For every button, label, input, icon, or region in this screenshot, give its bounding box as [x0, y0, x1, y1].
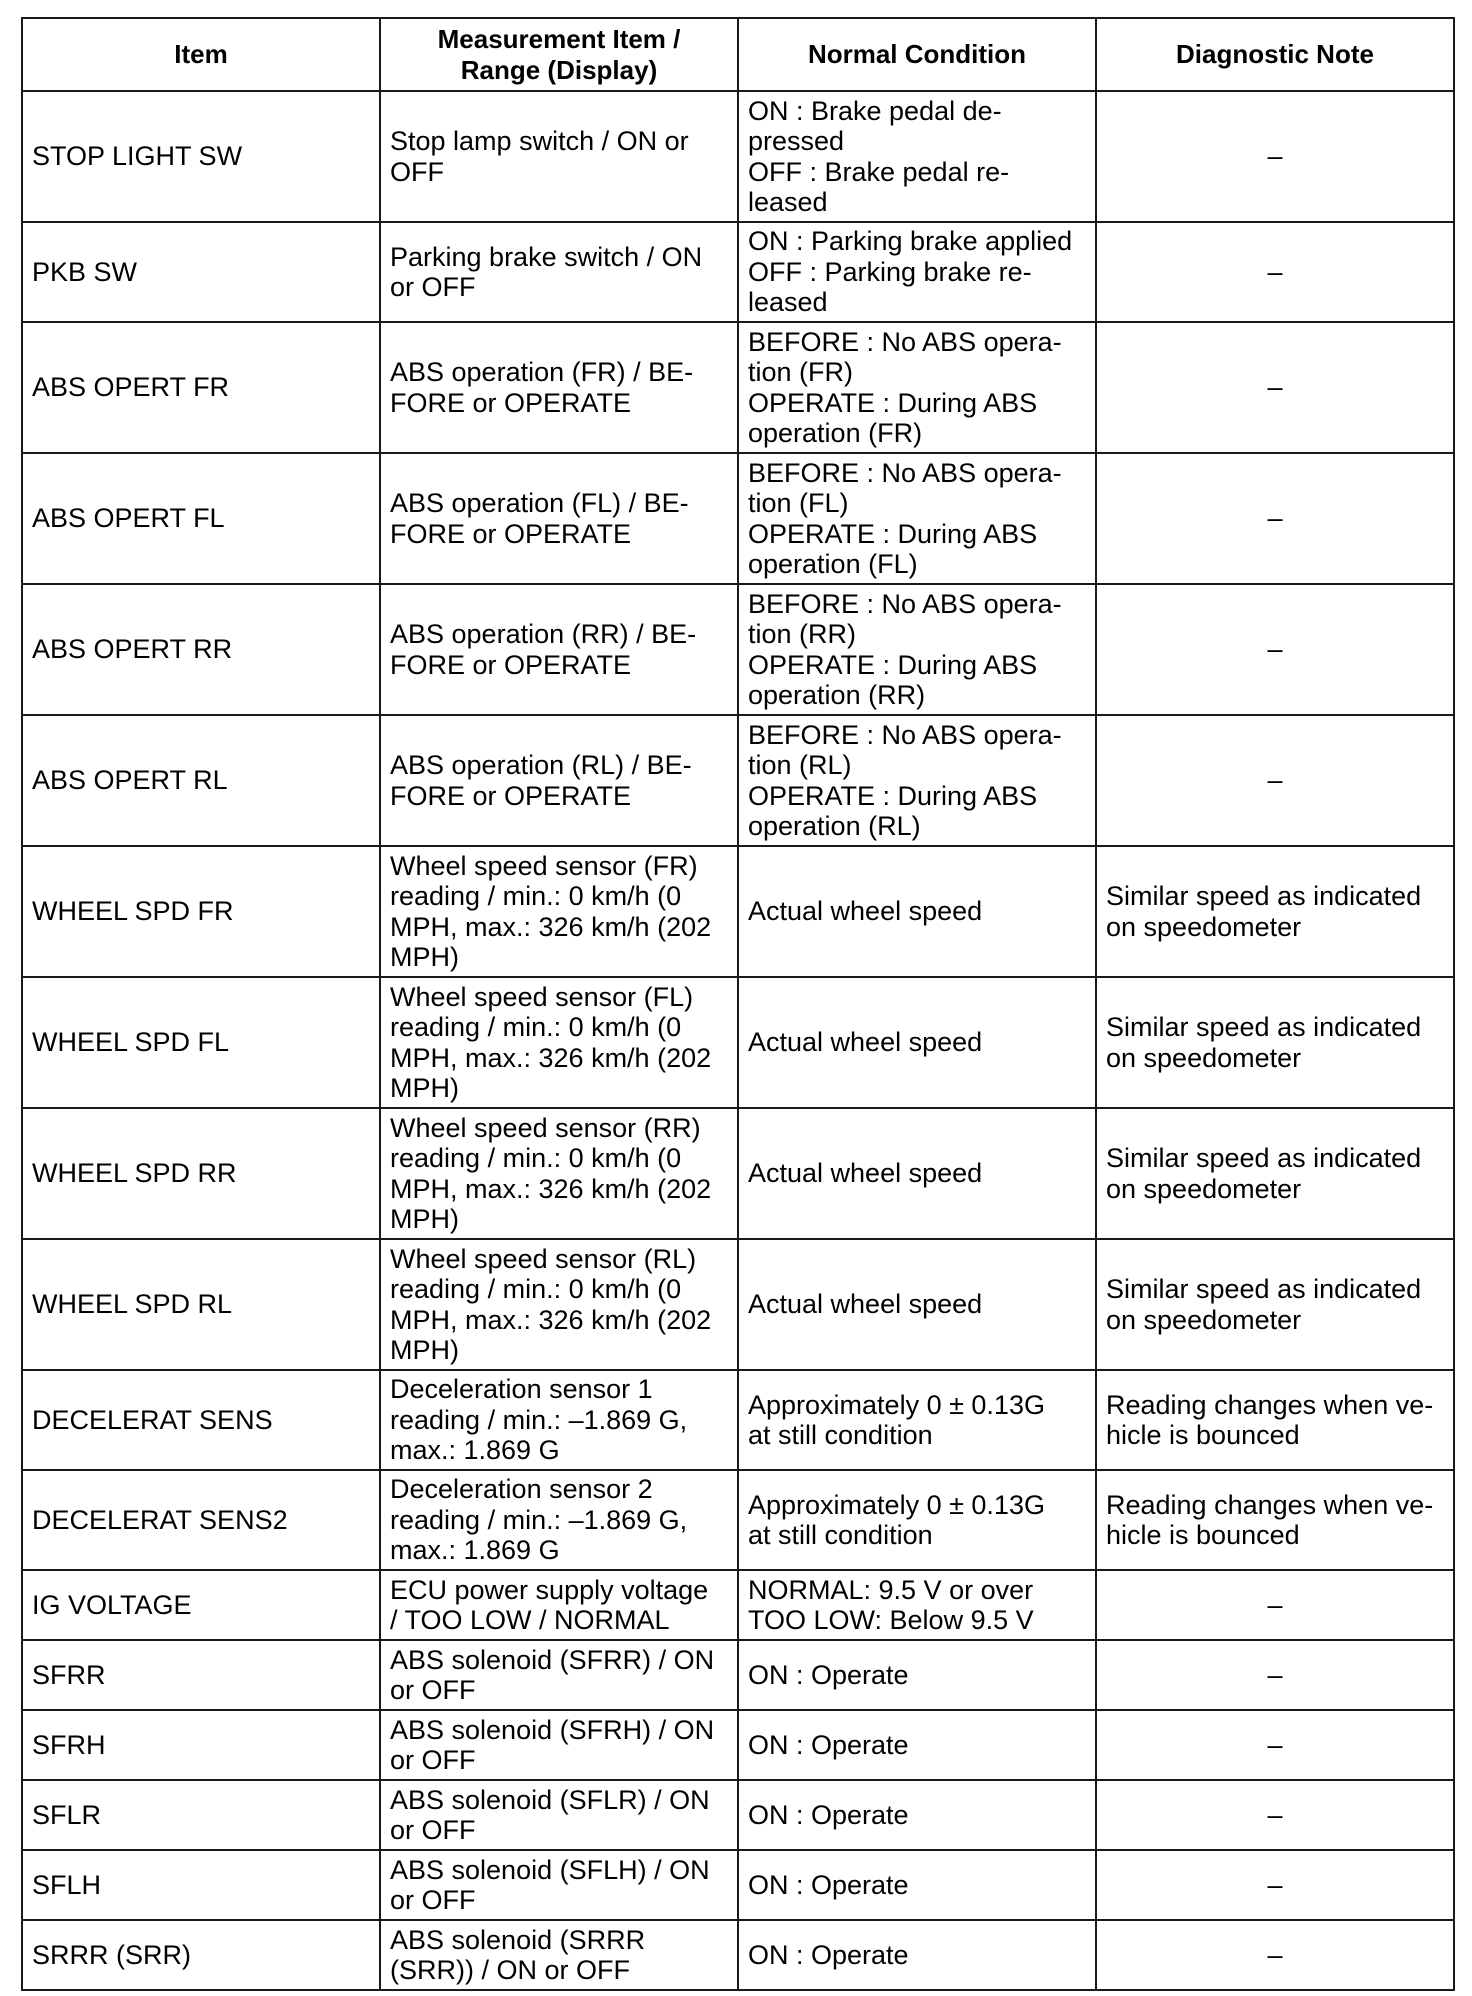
header-diagnostic-note: Diagnostic Note — [1096, 18, 1454, 91]
cell-item: DECELERAT SENS — [22, 1370, 380, 1470]
cell-item: STOP LIGHT SW — [22, 91, 380, 222]
cell-measurement: ABS solenoid (SFLR) / ON or OFF — [380, 1780, 738, 1850]
cell-normal-condition: BEFORE : No ABS opera- tion (FR) OPERATE : During ABS operation (FR) — [738, 322, 1096, 453]
table-row — [22, 1370, 1454, 1470]
table-row — [22, 846, 1454, 977]
cell-diagnostic-note: – — [1096, 222, 1454, 322]
cell-measurement: Deceleration sensor 1 reading / min.: –1.869 G, max.: 1.869 G — [380, 1370, 738, 1470]
cell-normal-condition: BEFORE : No ABS opera- tion (RR) OPERATE : During ABS operation (RR) — [738, 584, 1096, 715]
table-row — [22, 91, 1454, 222]
table-row — [22, 222, 1454, 322]
cell-item: WHEEL SPD RR — [22, 1108, 380, 1239]
cell-diagnostic-note: Similar speed as indicated on speedometer — [1096, 1239, 1454, 1370]
cell-item: ABS OPERT RL — [22, 715, 380, 846]
cell-item: ABS OPERT FR — [22, 322, 380, 453]
table-row — [22, 1108, 1454, 1239]
cell-measurement: ECU power supply voltage / TOO LOW / NORMAL — [380, 1570, 738, 1640]
cell-diagnostic-note: – — [1096, 453, 1454, 584]
cell-measurement: Parking brake switch / ON or OFF — [380, 222, 738, 322]
table-row — [22, 1920, 1454, 1990]
table-row — [22, 453, 1454, 584]
cell-normal-condition: BEFORE : No ABS opera- tion (RL) OPERATE : During ABS operation (RL) — [738, 715, 1096, 846]
cell-diagnostic-note: – — [1096, 91, 1454, 222]
cell-normal-condition: Actual wheel speed — [738, 1108, 1096, 1239]
table-row — [22, 1470, 1454, 1570]
table-row — [22, 977, 1454, 1108]
cell-item: PKB SW — [22, 222, 380, 322]
cell-diagnostic-note: – — [1096, 1780, 1454, 1850]
cell-diagnostic-note: Reading changes when ve- hicle is bounced — [1096, 1370, 1454, 1470]
table-row — [22, 1710, 1454, 1780]
cell-normal-condition: Approximately 0 ± 0.13G at still condition — [738, 1470, 1096, 1570]
cell-diagnostic-note: – — [1096, 1920, 1454, 1990]
data-list-table — [21, 17, 1455, 1991]
cell-measurement: Deceleration sensor 2 reading / min.: –1.869 G, max.: 1.869 G — [380, 1470, 738, 1570]
table-row — [22, 1570, 1454, 1640]
cell-diagnostic-note: Reading changes when ve- hicle is bounced — [1096, 1470, 1454, 1570]
cell-diagnostic-note: – — [1096, 1570, 1454, 1640]
cell-measurement: Wheel speed sensor (RL) reading / min.: 0 km/h (0 MPH, max.: 326 km/h (202 MPH) — [380, 1239, 738, 1370]
cell-normal-condition: ON : Brake pedal de- pressed OFF : Brake pedal re- leased — [738, 91, 1096, 222]
cell-measurement: ABS solenoid (SFRH) / ON or OFF — [380, 1710, 738, 1780]
cell-measurement: ABS operation (FL) / BE- FORE or OPERATE — [380, 453, 738, 584]
cell-measurement: ABS solenoid (SFLH) / ON or OFF — [380, 1850, 738, 1920]
table-body — [22, 91, 1454, 1990]
cell-diagnostic-note: – — [1096, 1710, 1454, 1780]
cell-item: SFLR — [22, 1780, 380, 1850]
table-row — [22, 1239, 1454, 1370]
cell-measurement: Wheel speed sensor (FL) reading / min.: 0 km/h (0 MPH, max.: 326 km/h (202 MPH) — [380, 977, 738, 1108]
table-row — [22, 1780, 1454, 1850]
cell-normal-condition: ON : Operate — [738, 1710, 1096, 1780]
cell-normal-condition: ON : Operate — [738, 1780, 1096, 1850]
cell-diagnostic-note: Similar speed as indicated on speedometer — [1096, 1108, 1454, 1239]
cell-diagnostic-note: – — [1096, 715, 1454, 846]
cell-diagnostic-note: Similar speed as indicated on speedometer — [1096, 977, 1454, 1108]
header-measurement: Measurement Item / Range (Display) — [380, 18, 738, 91]
cell-normal-condition: ON : Operate — [738, 1920, 1096, 1990]
cell-diagnostic-note: – — [1096, 322, 1454, 453]
cell-diagnostic-note: – — [1096, 1640, 1454, 1710]
table-row — [22, 584, 1454, 715]
cell-item: WHEEL SPD FR — [22, 846, 380, 977]
table-row — [22, 1640, 1454, 1710]
cell-measurement: ABS solenoid (SFRR) / ON or OFF — [380, 1640, 738, 1710]
cell-item: SFRR — [22, 1640, 380, 1710]
cell-item: SFRH — [22, 1710, 380, 1780]
cell-item: ABS OPERT RR — [22, 584, 380, 715]
cell-normal-condition: Approximately 0 ± 0.13G at still condition — [738, 1370, 1096, 1470]
cell-normal-condition: BEFORE : No ABS opera- tion (FL) OPERATE : During ABS operation (FL) — [738, 453, 1096, 584]
cell-item: ABS OPERT FL — [22, 453, 380, 584]
cell-normal-condition: ON : Operate — [738, 1640, 1096, 1710]
table-row — [22, 1850, 1454, 1920]
cell-diagnostic-note: Similar speed as indicated on speedometer — [1096, 846, 1454, 977]
cell-item: WHEEL SPD RL — [22, 1239, 380, 1370]
cell-measurement: ABS solenoid (SRRR (SRR)) / ON or OFF — [380, 1920, 738, 1990]
cell-normal-condition: ON : Parking brake applied OFF : Parking brake re- leased — [738, 222, 1096, 322]
cell-measurement: ABS operation (RR) / BE- FORE or OPERATE — [380, 584, 738, 715]
cell-normal-condition: Actual wheel speed — [738, 846, 1096, 977]
cell-diagnostic-note: – — [1096, 584, 1454, 715]
cell-item: WHEEL SPD FL — [22, 977, 380, 1108]
header-item: Item — [22, 18, 380, 91]
table-row — [22, 715, 1454, 846]
cell-measurement: Wheel speed sensor (RR) reading / min.: 0 km/h (0 MPH, max.: 326 km/h (202 MPH) — [380, 1108, 738, 1239]
cell-measurement: Wheel speed sensor (FR) reading / min.: 0 km/h (0 MPH, max.: 326 km/h (202 MPH) — [380, 846, 738, 977]
cell-normal-condition: Actual wheel speed — [738, 1239, 1096, 1370]
cell-item: IG VOLTAGE — [22, 1570, 380, 1640]
cell-item: SRRR (SRR) — [22, 1920, 380, 1990]
cell-measurement: Stop lamp switch / ON or OFF — [380, 91, 738, 222]
table-row — [22, 322, 1454, 453]
cell-diagnostic-note: – — [1096, 1850, 1454, 1920]
cell-normal-condition: ON : Operate — [738, 1850, 1096, 1920]
header-normal-condition: Normal Condition — [738, 18, 1096, 91]
cell-measurement: ABS operation (FR) / BE- FORE or OPERATE — [380, 322, 738, 453]
cell-normal-condition: Actual wheel speed — [738, 977, 1096, 1108]
header-row — [22, 18, 1454, 91]
cell-measurement: ABS operation (RL) / BE- FORE or OPERATE — [380, 715, 738, 846]
cell-normal-condition: NORMAL: 9.5 V or over TOO LOW: Below 9.5 V — [738, 1570, 1096, 1640]
cell-item: DECELERAT SENS2 — [22, 1470, 380, 1570]
cell-item: SFLH — [22, 1850, 380, 1920]
